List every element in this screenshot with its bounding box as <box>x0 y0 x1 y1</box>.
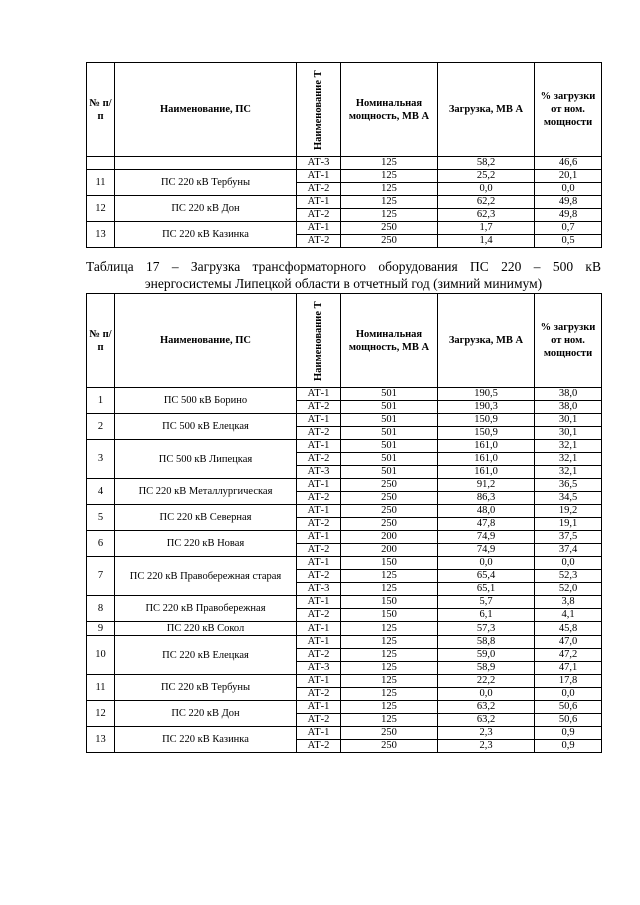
load-percent: 47,0 <box>535 636 602 649</box>
rated-power: 501 <box>341 388 438 401</box>
substation-name: ПС 220 кВ Тербуны <box>115 170 297 196</box>
load-percent: 4,1 <box>535 609 602 622</box>
rated-power: 250 <box>341 235 438 248</box>
transformer-name: АТ-1 <box>297 636 341 649</box>
rated-power: 125 <box>341 662 438 675</box>
header-equip-label: Наименование Т <box>312 300 324 381</box>
rated-power: 125 <box>341 714 438 727</box>
header-name: Наименование, ПС <box>115 294 297 388</box>
load-value: 47,8 <box>438 518 535 531</box>
table-row <box>87 414 602 427</box>
transformer-name: АТ-1 <box>297 505 341 518</box>
load-percent: 50,6 <box>535 714 602 727</box>
load-value: 190,5 <box>438 388 535 401</box>
transformer-name: АТ-2 <box>297 453 341 466</box>
rated-power: 501 <box>341 414 438 427</box>
rated-power: 125 <box>341 622 438 636</box>
substation-name: ПС 220 кВ Казинка <box>115 727 297 753</box>
load-value: 22,2 <box>438 675 535 688</box>
load-percent: 30,1 <box>535 427 602 440</box>
table-row <box>87 440 602 453</box>
load-percent: 32,1 <box>535 440 602 453</box>
table-row <box>87 596 602 609</box>
transformer-name: АТ-2 <box>297 183 341 196</box>
load-percent: 37,5 <box>535 531 602 544</box>
load-percent: 47,1 <box>535 662 602 675</box>
transformer-name: АТ-1 <box>297 675 341 688</box>
table-row <box>87 727 602 740</box>
substation-name: ПС 220 кВ Елецкая <box>115 636 297 675</box>
rated-power: 250 <box>341 518 438 531</box>
header-equip <box>297 294 341 388</box>
load-value: 65,4 <box>438 570 535 583</box>
transformer-name: АТ-1 <box>297 440 341 453</box>
load-value: 2,3 <box>438 740 535 753</box>
transformer-name: АТ-1 <box>297 727 341 740</box>
rated-power: 125 <box>341 701 438 714</box>
header-power: Номинальная мощность, МВ А <box>341 294 438 388</box>
substation-number: 2 <box>87 414 115 440</box>
load-percent: 37,4 <box>535 544 602 557</box>
rated-power: 125 <box>341 570 438 583</box>
rated-power: 125 <box>341 196 438 209</box>
rated-power: 501 <box>341 440 438 453</box>
transformer-name: АТ-2 <box>297 518 341 531</box>
table-row <box>87 557 602 570</box>
substation-name: ПС 500 кВ Липецкая <box>115 440 297 479</box>
rated-power: 150 <box>341 596 438 609</box>
rated-power: 501 <box>341 401 438 414</box>
load-percent: 30,1 <box>535 414 602 427</box>
table-row <box>87 222 602 235</box>
load-value: 150,9 <box>438 414 535 427</box>
transformer-name: АТ-1 <box>297 170 341 183</box>
rated-power: 150 <box>341 557 438 570</box>
substation-name: ПС 220 кВ Правобережная старая <box>115 557 297 596</box>
load-value: 63,2 <box>438 714 535 727</box>
load-percent: 0,0 <box>535 688 602 701</box>
load-percent: 19,1 <box>535 518 602 531</box>
load-percent: 38,0 <box>535 401 602 414</box>
transformer-name: АТ-1 <box>297 388 341 401</box>
table-header-row <box>87 294 602 388</box>
transformer-name: АТ-1 <box>297 222 341 235</box>
table-row <box>87 170 602 183</box>
transformer-name: АТ-3 <box>297 157 341 170</box>
transformer-name: АТ-1 <box>297 531 341 544</box>
substation-name: ПС 220 кВ Дон <box>115 196 297 222</box>
load-table-continuation <box>86 62 602 248</box>
load-percent: 38,0 <box>535 388 602 401</box>
table-row <box>87 622 602 636</box>
rated-power: 125 <box>341 688 438 701</box>
load-value: 1,7 <box>438 222 535 235</box>
transformer-name: АТ-1 <box>297 557 341 570</box>
transformer-name: АТ-2 <box>297 688 341 701</box>
transformer-name: АТ-1 <box>297 479 341 492</box>
load-value: 58,9 <box>438 662 535 675</box>
substation-number: 13 <box>87 222 115 248</box>
header-power: Номинальная мощность, МВ А <box>341 63 438 157</box>
load-percent: 36,5 <box>535 479 602 492</box>
rated-power: 250 <box>341 479 438 492</box>
substation-number: 4 <box>87 479 115 505</box>
load-value: 190,3 <box>438 401 535 414</box>
rated-power: 250 <box>341 740 438 753</box>
load-value: 6,1 <box>438 609 535 622</box>
substation-name: ПС 220 кВ Металлургическая <box>115 479 297 505</box>
load-value: 58,2 <box>438 157 535 170</box>
substation-number <box>87 157 115 170</box>
load-value: 57,3 <box>438 622 535 636</box>
substation-number: 13 <box>87 727 115 753</box>
load-percent: 32,1 <box>535 466 602 479</box>
transformer-name: АТ-3 <box>297 662 341 675</box>
load-value: 0,0 <box>438 557 535 570</box>
rated-power: 125 <box>341 170 438 183</box>
rated-power: 125 <box>341 675 438 688</box>
transformer-name: АТ-3 <box>297 583 341 596</box>
transformer-name: АТ-1 <box>297 622 341 636</box>
header-num: № п/п <box>87 294 115 388</box>
load-percent: 49,8 <box>535 209 602 222</box>
substation-name: ПС 220 кВ Сокол <box>115 622 297 636</box>
rated-power: 125 <box>341 649 438 662</box>
load-value: 62,3 <box>438 209 535 222</box>
rated-power: 125 <box>341 636 438 649</box>
substation-number: 12 <box>87 196 115 222</box>
rated-power: 250 <box>341 222 438 235</box>
header-name: Наименование, ПС <box>115 63 297 157</box>
header-load: Загрузка, МВ А <box>438 294 535 388</box>
table-row <box>87 701 602 714</box>
load-value: 25,2 <box>438 170 535 183</box>
transformer-name: АТ-1 <box>297 596 341 609</box>
load-percent: 20,1 <box>535 170 602 183</box>
header-equip-label: Наименование Т <box>312 69 324 150</box>
rated-power: 250 <box>341 492 438 505</box>
transformer-name: АТ-2 <box>297 649 341 662</box>
substation-name: ПС 220 кВ Правобережная <box>115 596 297 622</box>
load-value: 150,9 <box>438 427 535 440</box>
transformer-name: АТ-2 <box>297 570 341 583</box>
transformer-name: АТ-1 <box>297 196 341 209</box>
table-row <box>87 196 602 209</box>
header-equip <box>297 63 341 157</box>
table-row <box>87 675 602 688</box>
load-value: 161,0 <box>438 466 535 479</box>
load-percent: 52,3 <box>535 570 602 583</box>
load-value: 62,2 <box>438 196 535 209</box>
load-percent: 32,1 <box>535 453 602 466</box>
load-percent: 47,2 <box>535 649 602 662</box>
substation-number: 5 <box>87 505 115 531</box>
load-percent: 0,9 <box>535 727 602 740</box>
transformer-name: АТ-2 <box>297 492 341 505</box>
rated-power: 501 <box>341 453 438 466</box>
substation-name: ПС 220 кВ Казинка <box>115 222 297 248</box>
load-value: 5,7 <box>438 596 535 609</box>
rated-power: 125 <box>341 183 438 196</box>
substation-number: 12 <box>87 701 115 727</box>
transformer-name: АТ-2 <box>297 609 341 622</box>
rated-power: 200 <box>341 544 438 557</box>
table-row <box>87 479 602 492</box>
load-value: 58,8 <box>438 636 535 649</box>
load-percent: 45,8 <box>535 622 602 636</box>
transformer-name: АТ-3 <box>297 466 341 479</box>
load-value: 161,0 <box>438 453 535 466</box>
load-percent: 52,0 <box>535 583 602 596</box>
load-percent: 3,8 <box>535 596 602 609</box>
substation-number: 8 <box>87 596 115 622</box>
header-percent: % загрузки от ном. мощности <box>535 63 602 157</box>
table-row <box>87 531 602 544</box>
substation-name: ПС 220 кВ Северная <box>115 505 297 531</box>
load-table-winter-minimum <box>86 293 602 753</box>
load-value: 48,0 <box>438 505 535 518</box>
load-value: 63,2 <box>438 701 535 714</box>
load-value: 2,3 <box>438 727 535 740</box>
load-value: 74,9 <box>438 544 535 557</box>
substation-number: 3 <box>87 440 115 479</box>
table-header-row <box>87 63 602 157</box>
table-row <box>87 636 602 649</box>
load-percent: 46,6 <box>535 157 602 170</box>
rated-power: 125 <box>341 157 438 170</box>
transformer-name: АТ-2 <box>297 427 341 440</box>
substation-name: ПС 220 кВ Тербуны <box>115 675 297 701</box>
rated-power: 501 <box>341 427 438 440</box>
header-load: Загрузка, МВ А <box>438 63 535 157</box>
substation-number: 11 <box>87 170 115 196</box>
load-value: 0,0 <box>438 183 535 196</box>
rated-power: 200 <box>341 531 438 544</box>
transformer-name: АТ-1 <box>297 701 341 714</box>
transformer-name: АТ-2 <box>297 740 341 753</box>
load-value: 1,4 <box>438 235 535 248</box>
load-value: 59,0 <box>438 649 535 662</box>
rated-power: 125 <box>341 583 438 596</box>
table-row <box>87 157 602 170</box>
substation-number: 7 <box>87 557 115 596</box>
load-value: 74,9 <box>438 531 535 544</box>
rated-power: 250 <box>341 727 438 740</box>
substation-number: 6 <box>87 531 115 557</box>
rated-power: 150 <box>341 609 438 622</box>
load-value: 65,1 <box>438 583 535 596</box>
load-value: 91,2 <box>438 479 535 492</box>
load-percent: 34,5 <box>535 492 602 505</box>
load-value: 0,0 <box>438 688 535 701</box>
transformer-name: АТ-2 <box>297 544 341 557</box>
load-percent: 0,7 <box>535 222 602 235</box>
substation-number: 1 <box>87 388 115 414</box>
transformer-name: АТ-2 <box>297 714 341 727</box>
load-percent: 0,0 <box>535 183 602 196</box>
substation-number: 11 <box>87 675 115 701</box>
substation-name: ПС 220 кВ Новая <box>115 531 297 557</box>
table-row <box>87 505 602 518</box>
rated-power: 501 <box>341 466 438 479</box>
header-percent: % загрузки от ном. мощности <box>535 294 602 388</box>
load-percent: 19,2 <box>535 505 602 518</box>
substation-number: 9 <box>87 622 115 636</box>
load-percent: 49,8 <box>535 196 602 209</box>
substation-name: ПС 500 кВ Елецкая <box>115 414 297 440</box>
substation-name: ПС 500 кВ Борино <box>115 388 297 414</box>
load-percent: 50,6 <box>535 701 602 714</box>
table-caption: Таблица 17 – Загрузка трансформаторного оборудования ПС 220 – 500 кВ энергосистемы Липецкой области в отчетный год (зимний минимум) <box>86 259 601 291</box>
load-percent: 17,8 <box>535 675 602 688</box>
transformer-name: АТ-1 <box>297 414 341 427</box>
substation-number: 10 <box>87 636 115 675</box>
load-percent: 0,5 <box>535 235 602 248</box>
transformer-name: АТ-2 <box>297 209 341 222</box>
transformer-name: АТ-2 <box>297 235 341 248</box>
substation-name <box>115 157 297 170</box>
rated-power: 125 <box>341 209 438 222</box>
rated-power: 250 <box>341 505 438 518</box>
load-value: 161,0 <box>438 440 535 453</box>
substation-name: ПС 220 кВ Дон <box>115 701 297 727</box>
transformer-name: АТ-2 <box>297 401 341 414</box>
header-num: № п/п <box>87 63 115 157</box>
load-percent: 0,0 <box>535 557 602 570</box>
load-percent: 0,9 <box>535 740 602 753</box>
table-row <box>87 388 602 401</box>
load-value: 86,3 <box>438 492 535 505</box>
